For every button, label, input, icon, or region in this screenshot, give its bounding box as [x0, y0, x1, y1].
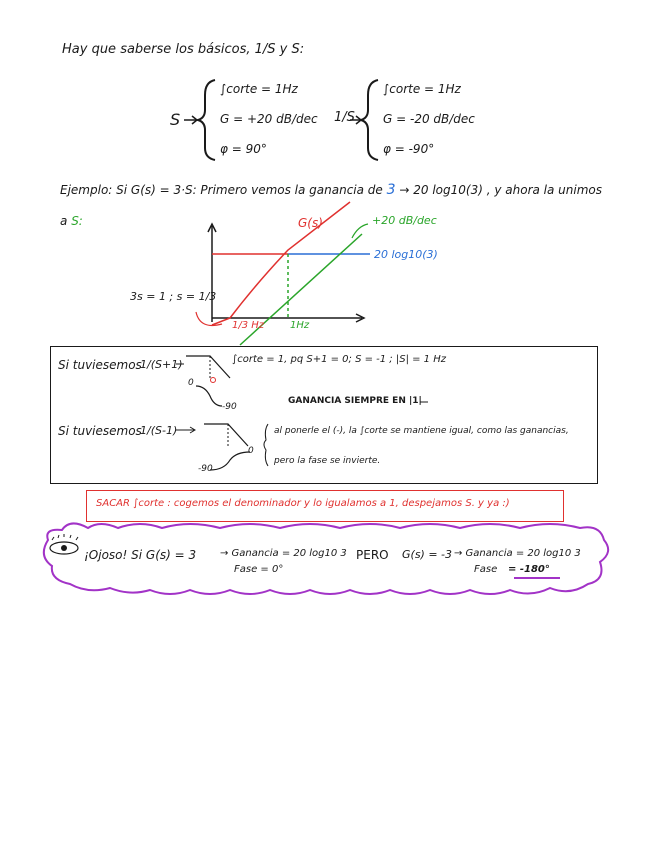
eq-label: 3s = 1 ; s = 1/3	[130, 290, 217, 303]
row1-note: ∫corte = 1, pq S+1 = 0; S = -1 ; |S| = 1 Hz	[232, 354, 446, 365]
row2-label: Si tuviesemos	[58, 424, 142, 438]
row1-zero: 0	[188, 378, 194, 388]
s-line-1: ∫corte = 1Hz	[220, 82, 298, 96]
ojo-a: ¡Ojoso! Si G(s) = 3	[84, 548, 197, 562]
example-s: S:	[71, 214, 83, 228]
example-text-b: → 20 log10(3) , y ahora la unimos	[399, 183, 602, 197]
ojo-c: Fase = 0°	[234, 564, 284, 575]
inv-line-3: φ = -90°	[383, 142, 435, 156]
example-num: 3	[386, 182, 396, 198]
gs-label: G(s)	[298, 216, 323, 230]
inv-line-2: G = -20 dB/dec	[383, 112, 475, 126]
sacar-text: SACAR ∫corte : cogemos el denominador y lo igualamos a 1, despejamos S. y ya :)	[96, 498, 510, 509]
row1-frac: 1/(S+1)	[140, 358, 183, 371]
x1-label: 1/3 Hz	[232, 320, 265, 331]
ojo-pero: PERO	[356, 548, 389, 562]
example-a: a	[60, 214, 68, 228]
row2-note-2: pero la fase se invierte.	[274, 456, 381, 466]
ojo-g: = -180°	[508, 564, 550, 575]
row2-note-1: al ponerle el (-), la ∫corte se mantiene igual, como las ganancias,	[274, 426, 569, 436]
row2-zero: 0	[248, 446, 254, 456]
row2-frac: 1/(S-1)	[140, 424, 178, 437]
row2-m90: -90	[198, 464, 213, 474]
row1-label: Si tuviesemos	[58, 358, 142, 372]
inv-label: 1/S	[334, 110, 355, 125]
row1-m90: -90	[222, 402, 237, 412]
s-line-2: G = +20 dB/dec	[220, 112, 318, 126]
ojo-f: Fase	[474, 564, 498, 575]
slope-label: +20 dB/dec	[372, 214, 437, 227]
ojo-e: → Ganancia = 20 log10 3	[454, 548, 581, 559]
x2-label: 1Hz	[290, 320, 310, 331]
intro-text: Hay que saberse los básicos, 1/S y S:	[62, 42, 305, 57]
ojo-d: G(s) = -3	[402, 548, 453, 561]
ojo-b: → Ganancia = 20 log10 3	[220, 548, 347, 559]
inv-line-1: ∫corte = 1Hz	[383, 82, 461, 96]
s-label: S	[170, 110, 181, 129]
gain-note: GANANCIA SIEMPRE EN |1|	[288, 396, 422, 406]
level-label: 20 log10(3)	[374, 248, 438, 261]
s-line-3: φ = 90°	[220, 142, 267, 156]
example-text-a: Ejemplo: Si G(s) = 3·S: Primero vemos la ganancia de	[60, 183, 383, 197]
